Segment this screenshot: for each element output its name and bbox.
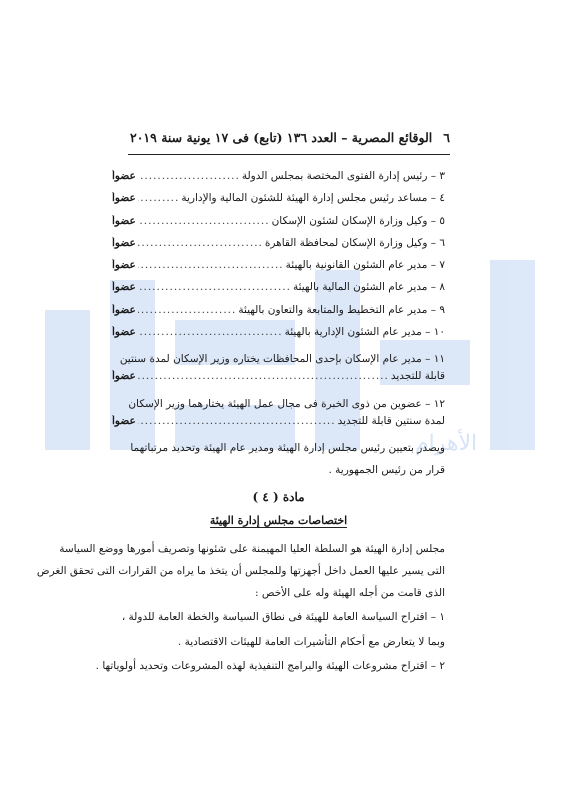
header-rule [128,154,450,155]
member-text: ٦ – وكيل وزارة الإسكان لمحافظة القاهرة [264,236,445,249]
watermark-text: الأهرام [415,431,478,456]
section-title-text: اختصاصات مجلس إدارة الهيئة [209,514,348,527]
leader-dots [138,192,180,204]
member-11-line1: ١١ – مدير عام الإسكان بإحدى المحافظات يختاره وزير الإسكان لمدة سنتين [119,353,445,366]
member-row [112,281,445,303]
member-label: عضواً [112,170,136,182]
member-label: عضواً [112,259,136,272]
member-label: عضواً [112,281,136,294]
member-label: عضواً [112,303,136,316]
member-text: ٣ – رئيس إدارة الفتوى المختصة بمجلس الدولة [241,170,445,182]
leader-dots [138,215,270,227]
member-text: قابلة للتجديد [390,370,445,383]
member-row [112,237,445,259]
body-line: ٢ – اقتراح مشروعات الهيئة والبرامج التنفيذية لهذه المشروعات وتحديد أولوياتها . [95,660,445,672]
members-list [112,170,445,481]
body-line: ١ – اقتراح السياسة العامة للهيئة فى نطاق السياسة والخطة العامة للدولة ، [121,611,445,623]
leader-dots [138,237,263,249]
member-row [112,259,445,281]
member-row [112,170,445,192]
leader-dots [138,170,240,182]
member-text: ٩ – مدير عام التخطيط والمتابعة والتعاون بالهيئة [238,303,445,316]
member-row [112,192,445,214]
article-title: مادة ( ٤ ) [252,490,305,504]
member-label: عضواً [112,326,136,339]
body-line: الذى قامت من أجله الهيئة وله على الأخص : [255,587,445,599]
body-line: مجلس إدارة الهيئة هو السلطة العليا المهيمنة على شئونها وتصريف أمورها ووضع السياسة [59,543,445,555]
closing-line1: ويصدر بتعيين رئيس مجلس إدارة الهيئة ومدير عام الهيئة وتحديد مرتباتهما [130,441,445,454]
leader-dots [138,259,284,271]
leader-dots [138,304,237,316]
closing-line2: قرار من رئيس الجمهورية . [328,463,445,476]
member-text: ١٠ – مدير عام الشئون الإدارية بالهيئة [284,326,445,339]
member-row [112,215,445,237]
member-12-line1: ١٢ – عضوين من ذوى الخبرة فى مجال عمل الهيئة يختارهما وزير الإسكان [128,397,445,410]
page-header [130,130,450,145]
member-label: عضواً [112,370,136,383]
leader-dots [138,326,283,338]
member-text: لمدة سنتين قابلة للتجديد [337,414,445,427]
member-row [112,304,445,326]
member-label: عضواً [112,192,136,205]
leader-dots [138,281,291,293]
member-row [112,326,445,348]
member-label: عضواً [112,236,136,249]
body-line: التى يسير عليها العمل داخل أجهزتها وللمجلس أن يتخذ ما يراه من القرارات التى تحقق الغرض [36,565,445,577]
leader-dots [138,415,336,427]
member-label: عضواً [112,414,136,427]
body-line: وبما لا يتعارض مع أحكام التأشيرات العامة للهيئات الاقتصادية . [177,636,445,648]
member-label: عضواً [112,214,136,227]
member-text: ٧ – مدير عام الشئون القانونية بالهيئة [285,259,445,272]
member-row [112,415,445,437]
member-text: ٥ – وكيل وزارة الإسكان لشئون الإسكان [271,214,445,227]
section-title [112,514,445,528]
body-text [36,538,445,678]
member-row [112,370,445,392]
page-number: ٦ [443,130,450,145]
member-text: ٤ – مساعد رئيس مجلس إدارة الهيئة للشئون المالية والإدارية [181,192,445,205]
header-title: الوقائع المصرية – العدد ١٣٦ (تابع) فى ١٧ يونية سنة ٢٠١٩ [130,130,433,145]
leader-dots [138,370,389,382]
member-text: ٨ – مدير عام الشئون المالية بالهيئة [292,281,445,294]
